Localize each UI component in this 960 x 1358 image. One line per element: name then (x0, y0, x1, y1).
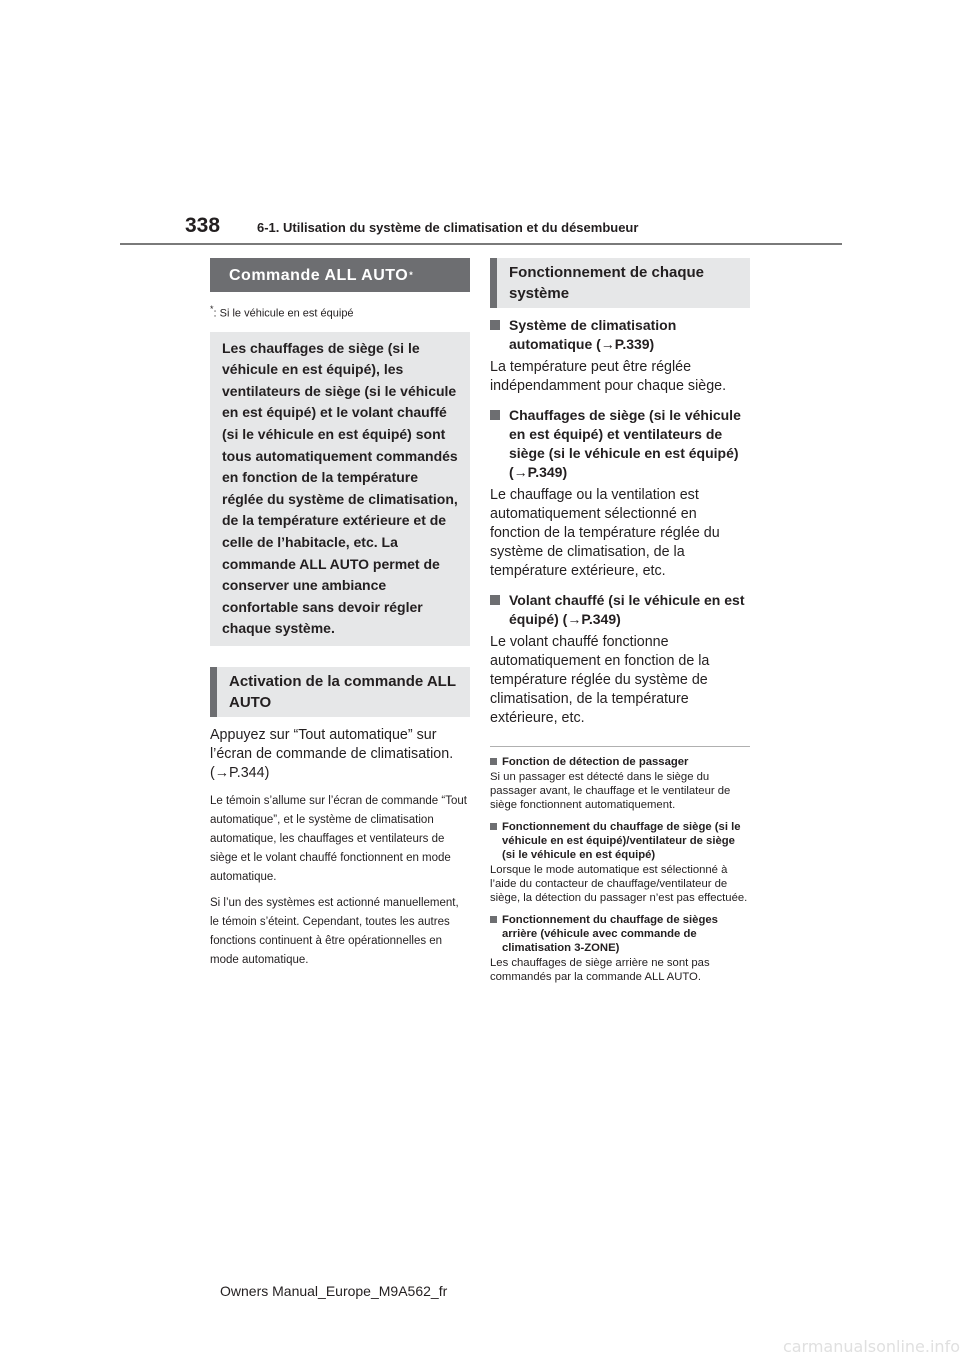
note-title-detection (490, 755, 750, 769)
right-column (490, 258, 750, 984)
header-divider (120, 243, 842, 245)
square-bullet-icon (490, 410, 500, 420)
intro-box: Les chauffages de siège (si le véhicule en est équipé), les ventilateurs de siège (si le véhicule en est équipé) et le volant chauffé (si le véhicule en est équipé) sont tous automatiquement commandés en fonction de la température réglée du système de climatisation, de la température extérieure et de celle de l’habitacle, etc. La commande ALL AUTO permet de conserver une ambiance confortable sans devoir régler chaque système. (210, 332, 470, 646)
item-text-climate: La température peut être réglée indépendamment pour chaque siège. (490, 359, 727, 394)
square-bullet-icon (490, 758, 497, 765)
square-bullet-icon (490, 823, 497, 830)
heading-all-auto (210, 258, 470, 292)
heading-activation (210, 667, 470, 717)
heading-all-auto-text: Commande ALL AUTO (229, 266, 409, 284)
item-text-seat: Le chauffage ou la ventilation est automatiquement sélectionné en fonction de la température réglée du système de climatisation, de la température extérieure, etc. (490, 487, 720, 579)
item-title-text: Volant chauffé (si le véhicule en est équipé) (→P.349) (509, 592, 745, 627)
item-title-wheel (490, 591, 750, 629)
footnote-text: : Si le véhicule en est équipé (213, 307, 354, 320)
heading-footnote-marker: * (409, 269, 414, 280)
note-title-seat-operation (490, 820, 750, 862)
note-title-text: Fonction de détection de passager (502, 756, 689, 768)
watermark: carmanualsonline.info (782, 1337, 960, 1356)
section-title: 6-1. Utilisation du système de climatisation et du désembueur (257, 220, 639, 235)
item-title-text: Système de climatisation automatique (→P.339) (509, 317, 677, 352)
note-title-text: Fonctionnement du chauffage de sièges arrière (véhicule avec commande de climatisation 3-ZONE) (502, 914, 718, 954)
activation-instruction: Appuyez sur “Tout automatique” sur l’écran de commande de climatisation. (→P.344) (210, 726, 454, 781)
footnote-marker: * (210, 304, 214, 314)
note-title-rear-seats (490, 913, 750, 955)
note-text-rear-seats: Les chauffages de siège arrière ne sont pas commandés par la commande ALL AUTO. (490, 957, 710, 983)
item-title-seat (490, 406, 750, 482)
note-text-detection: Si un passager est détecté dans le siège du passager avant, le chauffage et le ventilateur de siège fonctionnent automatiquement. (490, 771, 731, 811)
notes-divider (490, 746, 750, 747)
item-title-climate (490, 316, 750, 354)
square-bullet-icon (490, 595, 500, 605)
activation-indicator-text: Le témoin s’allume sur l’écran de commande “Tout automatique”, et le système de climatisation automatique, les chauffages et ventilateurs de siège et le volant chauffé fonctionnent en mode automatique. (210, 794, 467, 883)
note-text-seat-operation: Lorsque le mode automatique est sélectionné à l’aide du contacteur de chauffage/ventilateur de siège, la détection du passager n’est pas effectuée. (490, 864, 748, 904)
heading-activation-text: Activation de la commande ALL AUTO (229, 672, 456, 711)
item-title-text: Chauffages de siège (si le véhicule en est équipé) et ventilateurs de siège (si le véhicule en est équipé) (→P.349) (509, 407, 741, 480)
activation-manual-text: Si l’un des systèmes est actionné manuellement, le témoin s’éteint. Cependant, toutes les autres fonctions continuent à être opérationnelles en mode automatique. (210, 896, 459, 966)
square-bullet-icon (490, 916, 497, 923)
heading-each-system (490, 258, 750, 308)
square-bullet-icon (490, 320, 500, 330)
note-title-text: Fonctionnement du chauffage de siège (si le véhicule en est équipé)/ventilateur de siège (si le véhicule en est équipé) (502, 821, 741, 861)
item-text-wheel: Le volant chauffé fonctionne automatiquement en fonction de la température réglée du système de climatisation, de la température extérieure, etc. (490, 634, 710, 726)
footnote (210, 304, 470, 320)
page-number: 338 (185, 214, 221, 237)
footer-manual-id: Owners Manual_Europe_M9A562_fr (220, 1283, 448, 1299)
left-column (210, 258, 470, 970)
heading-each-system-text: Fonctionnement de chaque système (509, 264, 705, 302)
